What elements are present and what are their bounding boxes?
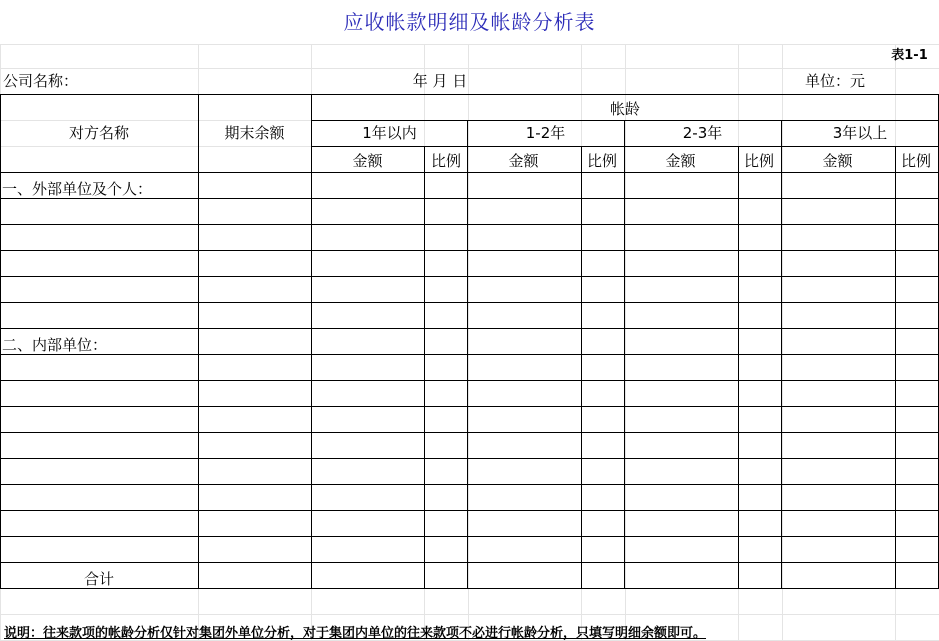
header-aging-bucket: 2-3年	[682, 124, 723, 142]
header-amount: 金额	[508, 152, 539, 170]
header-amount: 金额	[822, 152, 853, 170]
border-h	[0, 354, 939, 355]
date-label: 年 月 日	[412, 72, 468, 90]
border-v	[581, 146, 582, 588]
header-amount: 金额	[665, 152, 696, 170]
header-ratio: 比例	[900, 152, 931, 170]
company-name-label: 公司名称：	[3, 72, 79, 90]
border-v	[624, 120, 625, 588]
border-h	[0, 458, 939, 459]
border-v	[781, 120, 782, 588]
border-h	[0, 276, 939, 277]
section-external: 一、外部单位及个人：	[2, 180, 153, 198]
border-h	[0, 302, 939, 303]
unit-label: 单位：元	[804, 72, 865, 90]
border-h	[0, 510, 939, 511]
header-aging-bucket: 1年以内	[362, 124, 417, 142]
header-aging: 帐龄	[609, 100, 640, 118]
header-amount: 金额	[352, 152, 383, 170]
gridline-h	[0, 44, 939, 45]
border-h	[0, 380, 939, 381]
border-h	[0, 198, 939, 199]
header-ratio: 比例	[430, 152, 461, 170]
border-h	[0, 588, 939, 589]
border-h	[0, 224, 939, 225]
table-id: 表1-1	[891, 48, 928, 63]
header-ending-balance: 期末余额	[224, 124, 285, 142]
border-v	[467, 120, 468, 588]
border-v	[424, 146, 425, 588]
gridline-h	[0, 614, 939, 615]
section-internal: 二、内部单位：	[2, 336, 108, 354]
header-aging-bucket: 1-2年	[525, 124, 566, 142]
header-ratio: 比例	[743, 152, 774, 170]
border-h	[0, 484, 939, 485]
total-label: 合计	[83, 570, 114, 588]
header-ratio: 比例	[586, 152, 617, 170]
border-h	[0, 250, 939, 251]
header-aging-bucket: 3年以上	[832, 124, 888, 142]
border-h	[0, 432, 939, 433]
border-v	[738, 146, 739, 588]
border-v	[895, 146, 896, 588]
sheet-title: 应收帐款明细及帐龄分析表	[343, 10, 596, 34]
header-counterparty: 对方名称	[68, 124, 129, 142]
border-h	[0, 406, 939, 407]
border-h	[0, 536, 939, 537]
footnote: 说明：往来款项的帐龄分析仅针对集团外单位分析，对于集团内单位的往来款项不必进行帐龄分析，只填写明细余额即可。	[4, 626, 707, 641]
